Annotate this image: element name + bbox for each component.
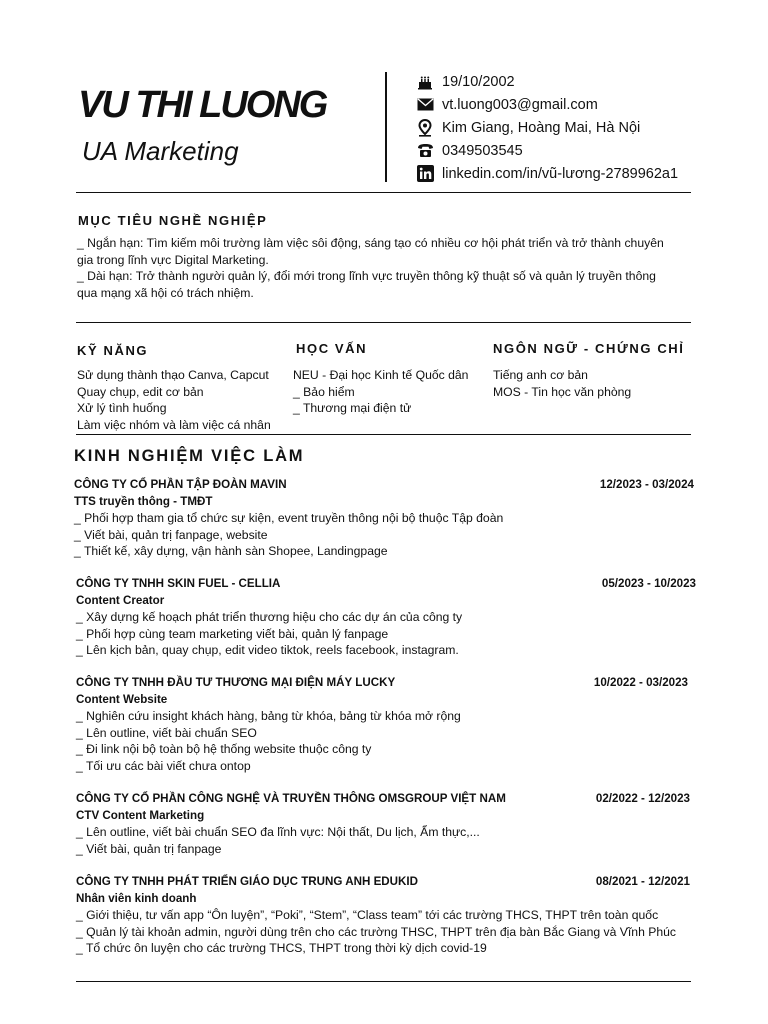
contact-text: 19/10/2002 [442, 73, 515, 90]
job-position: Content Creator [76, 594, 165, 607]
divider [76, 981, 691, 982]
job-company: CÔNG TY TNHH ĐẦU TƯ THƯƠNG MẠI ĐIỆN MÁY LUCKY [76, 676, 396, 689]
list-item: _ Bảo hiểm [293, 384, 355, 399]
job-position: Content Website [76, 693, 168, 706]
job-duty: _ Phối hợp tham gia tổ chức sự kiện, event truyền thông nội bộ thuộc Tập đoàn [74, 511, 504, 525]
contact-text: Kim Giang, Hoàng Mai, Hà Nội [442, 119, 641, 136]
objective-title: MỤC TIÊU NGHỀ NGHIỆP [78, 213, 268, 228]
contact-text: vt.luong003@gmail.com [442, 96, 598, 113]
skills-list [77, 367, 271, 433]
job-header [76, 674, 688, 691]
contact-text: linkedin.com/in/vũ-lương-2789962a1 [442, 165, 679, 182]
objective-line: _ Ngắn hạn: Tìm kiếm môi trường làm việc sôi động, sáng tạo có nhiều cơ hội phát triển và trở thành chuyên [77, 236, 664, 250]
job-entry [76, 575, 696, 659]
job-entry [76, 674, 688, 774]
education-list [293, 367, 468, 417]
job-position: Nhân viên kinh doanh [76, 892, 197, 905]
contact-birthday [416, 70, 678, 93]
list-item: Quay chụp, edit cơ bản [77, 384, 204, 399]
divider [76, 434, 691, 435]
skills-title: KỸ NĂNG [77, 343, 149, 358]
job-duty: _ Nghiên cứu insight khách hàng, bảng từ khóa, bảng từ khóa mở rộng [76, 709, 461, 723]
job-duty: _ Quản lý tài khoản admin, người dùng trên cho các trường THSC, THPT trên địa bàn Bắc Giang và Vĩnh Phúc [76, 924, 677, 939]
job-duty: _ Phối hợp cùng team marketing viết bài, quản lý fanpage [76, 626, 389, 641]
location-pin-icon [416, 119, 434, 137]
list-item: Tiếng anh cơ bản [493, 368, 588, 382]
job-header [76, 873, 690, 890]
job-position: CTV Content Marketing [76, 809, 205, 822]
list-item: Làm việc nhóm và làm việc cá nhân [77, 417, 271, 432]
contact-email[interactable] [416, 93, 678, 116]
job-period: 12/2023 - 03/2024 [599, 478, 694, 491]
languages-list [493, 367, 631, 400]
header-divider [385, 72, 387, 182]
job-duty: _ Viết bài, quản trị fanpage, website [74, 527, 268, 542]
list-item: NEU - Đại học Kinh tế Quốc dân [293, 368, 469, 382]
divider [76, 322, 691, 323]
candidate-name: VU THI LUONG [78, 84, 327, 126]
job-header [74, 476, 694, 493]
divider [76, 192, 691, 193]
list-item: _ Thương mại điện tử [293, 401, 412, 416]
job-duty: _ Viết bài, quản trị fanpage [76, 841, 222, 856]
job-header [76, 575, 696, 592]
job-duty: _ Lên kịch bản, quay chụp, edit video tiktok, reels facebook, instagram. [76, 643, 459, 658]
objective-line: _ Dài hạn: Trở thành người quản lý, đổi mới trong lĩnh vực truyền thông kỹ thuật số và quản lý truyền thông [77, 269, 656, 284]
job-duty: _ Lên outline, viết bài chuẩn SEO đa lĩnh vực: Nội thất, Du lịch, Ẩm thực,... [76, 825, 480, 839]
job-entry [74, 476, 694, 560]
job-period: 08/2021 - 12/2021 [595, 875, 690, 888]
job-duty: _ Đi link nội bộ toàn bộ hệ thống website thuộc công ty [76, 742, 372, 757]
job-company: CÔNG TY CỔ PHẦN TẬP ĐOÀN MAVIN [74, 478, 287, 491]
job-duty: _ Tổ chức ôn luyện cho các trường THCS, THPT trong thời kỳ dịch covid-19 [76, 941, 487, 956]
experience-title: KINH NGHIỆM VIỆC LÀM [74, 447, 305, 465]
job-period: 05/2023 - 10/2023 [601, 577, 696, 590]
contact-text: 0349503545 [442, 142, 523, 159]
contact-phone[interactable] [416, 139, 678, 162]
job-period: 10/2022 - 03/2023 [593, 676, 688, 689]
job-duty: _ Lên outline, viết bài chuẩn SEO [76, 725, 257, 740]
job-company: CÔNG TY TNHH SKIN FUEL - CELLIA [76, 577, 281, 590]
job-duty: _ Giới thiệu, tư vấn app “Ôn luyện”, “Poki”, “Stem”, “Class team” tới các trường THCS, THPT trên toàn quốc [76, 908, 659, 922]
contact-list [416, 70, 678, 185]
objective-line: qua mạng xã hội có trách nhiệm. [77, 285, 254, 300]
education-title: HỌC VẤN [296, 341, 368, 356]
job-duty: _ Thiết kế, xây dựng, vận hành sàn Shopee, Landingpage [74, 544, 388, 559]
candidate-role: UA Marketing [82, 136, 239, 166]
job-position: TTS truyền thông - TMĐT [74, 495, 213, 508]
cake-icon [416, 73, 434, 91]
job-period: 02/2022 - 12/2023 [595, 792, 690, 805]
contact-address [416, 116, 678, 139]
job-duty: _ Tối ưu các bài viết chưa ontop [76, 758, 251, 773]
objective-line: gia trong lĩnh vực Digital Marketing. [77, 252, 269, 267]
job-company: CÔNG TY TNHH PHÁT TRIỂN GIÁO DỤC TRUNG ANH EDUKID [76, 875, 419, 888]
linkedin-icon [416, 165, 434, 183]
list-item: Sử dụng thành thạo Canva, Capcut [77, 368, 269, 382]
job-company: CÔNG TY CỔ PHẦN CÔNG NGHỆ VÀ TRUYỀN THÔNG OMSGROUP VIỆT NAM [76, 792, 506, 805]
objective-text [77, 235, 697, 301]
languages-title: NGÔN NGỮ - CHỨNG CHỈ [493, 341, 685, 356]
job-header [76, 790, 690, 807]
contact-linkedin[interactable] [416, 162, 678, 185]
job-entry [76, 873, 690, 957]
email-icon [416, 96, 434, 114]
job-entry [76, 790, 690, 857]
list-item: MOS - Tin học văn phòng [493, 384, 632, 399]
job-duty: _ Xây dựng kế hoạch phát triển thương hiệu cho các dự án của công ty [76, 610, 463, 624]
phone-icon [416, 142, 434, 160]
list-item: Xử lý tình huống [77, 401, 167, 416]
